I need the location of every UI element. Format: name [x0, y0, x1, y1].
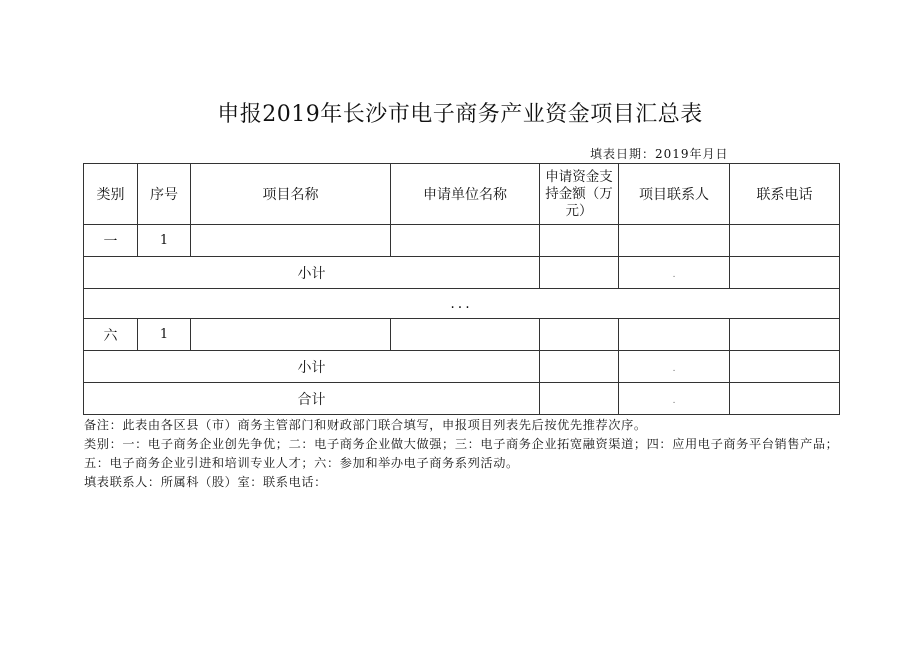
contact-person-cell[interactable]: [619, 319, 730, 351]
table-row: [84, 319, 840, 351]
applicant-cell[interactable]: [391, 319, 540, 351]
amount-cell[interactable]: [540, 225, 619, 257]
ellipsis-cell: ...: [84, 289, 840, 319]
category-note: 类别：一：电子商务企业创先争优；二：电子商务企业做大做强；三：电子商务企业拓宽融资渠道；四：应用电子商务平台销售产品；五：电子商务企业引进和培训专业人才；六：参加和举办电子商务系列活动。: [84, 437, 839, 470]
summary-table: [83, 163, 840, 415]
total-contact-cell: [619, 383, 730, 415]
subtotal-contact-cell: [619, 257, 730, 289]
header-phone: 联系电话: [730, 164, 840, 225]
remark-note: 备注：此表由各区县（市）商务主管部门和财政部门联合填写，申报项目列表先后按优先推荐次序。: [84, 418, 647, 432]
subtotal-row: [84, 351, 840, 383]
contact-note: 填表联系人：所属科（股）室：联系电话：: [84, 475, 327, 489]
fill-date: 填表日期：2019年月日: [590, 147, 729, 161]
project-name-cell[interactable]: [191, 225, 391, 257]
total-row: [84, 383, 840, 415]
page-title: 申报2019年长沙市电子商务产业资金项目汇总表: [217, 102, 703, 127]
subtotal-phone-cell: [730, 351, 840, 383]
total-amount-cell[interactable]: [540, 383, 619, 415]
project-name-cell[interactable]: [191, 319, 391, 351]
subtotal-label: 小计: [84, 351, 540, 383]
amount-cell[interactable]: [540, 319, 619, 351]
dot-mark: .: [672, 395, 676, 406]
subtotal-amount-cell[interactable]: [540, 257, 619, 289]
header-project-name: 项目名称: [191, 164, 391, 225]
dot-mark: .: [672, 363, 676, 374]
header-amount: 申请资金支持金额（万元）: [540, 164, 619, 225]
seq-cell: 1: [138, 319, 191, 351]
subtotal-contact-cell: [619, 351, 730, 383]
category-cell: 六: [84, 319, 138, 351]
total-label: 合计: [84, 383, 540, 415]
phone-cell[interactable]: [730, 319, 840, 351]
total-phone-cell: [730, 383, 840, 415]
phone-cell[interactable]: [730, 225, 840, 257]
subtotal-row: [84, 257, 840, 289]
header-seq: 序号: [138, 164, 191, 225]
category-cell: 一: [84, 225, 138, 257]
ellipsis-row: [84, 289, 840, 319]
seq-cell: 1: [138, 225, 191, 257]
subtotal-label: 小计: [84, 257, 540, 289]
table-row: [84, 225, 840, 257]
notes-section: [84, 416, 840, 492]
contact-person-cell[interactable]: [619, 225, 730, 257]
subtotal-phone-cell: [730, 257, 840, 289]
header-category: 类别: [84, 164, 138, 225]
header-contact-person: 项目联系人: [619, 164, 730, 225]
table-header-row: [84, 164, 840, 225]
dot-mark: .: [672, 269, 676, 280]
subtotal-amount-cell[interactable]: [540, 351, 619, 383]
header-applicant: 申请单位名称: [391, 164, 540, 225]
applicant-cell[interactable]: [391, 225, 540, 257]
